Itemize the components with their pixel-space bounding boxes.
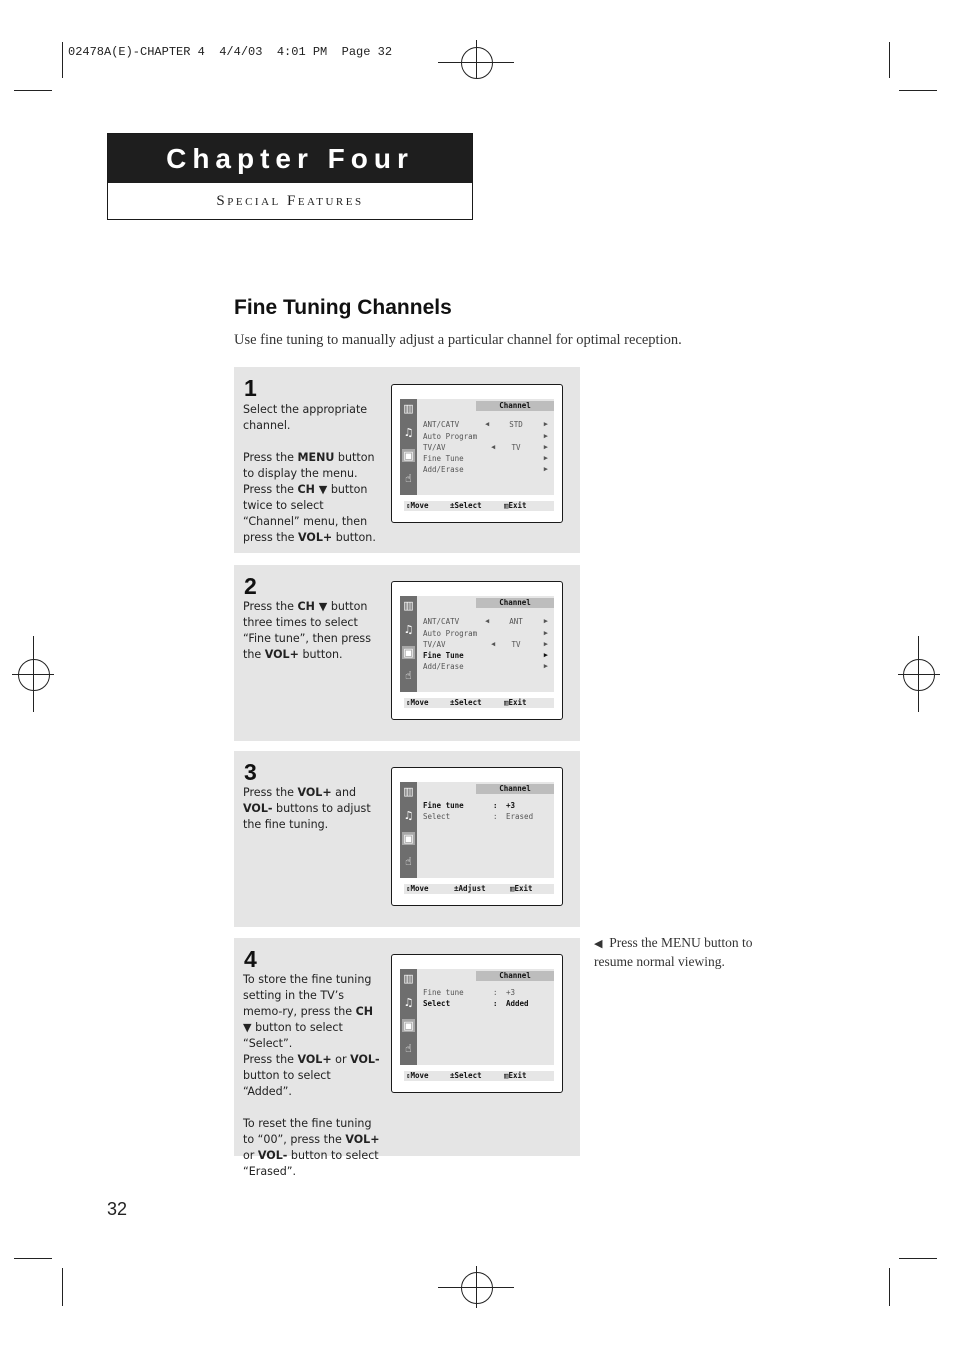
menu-footer — [404, 884, 554, 894]
tv-menu-screen — [391, 384, 563, 523]
chapter-title: Chapter Four — [108, 134, 472, 183]
setup-icon: ☝ — [405, 669, 412, 682]
step-number: 2 — [244, 573, 257, 599]
menu-header: Channel — [476, 598, 554, 608]
menu-row-selected: Fine tune : +3 — [423, 801, 516, 810]
step-1 — [234, 367, 580, 553]
menu-row: ANT/CATV ◀ STD ▶ — [423, 420, 548, 429]
menu-row: Auto Program ▶ — [423, 432, 548, 441]
picture-icon: ▥ — [403, 599, 414, 612]
setup-icon: ☝ — [405, 1042, 412, 1055]
step-instructions: Press the CH ▼ button three times to select “Fine tune”, then press the VOL+ button. — [243, 600, 371, 661]
step-2 — [234, 565, 580, 741]
menu-panel — [417, 399, 554, 495]
chapter-subtitle: Special Features — [216, 193, 364, 209]
menu-header: Channel — [476, 784, 554, 794]
registration-mark — [461, 47, 493, 79]
menu-row: Auto Program ▶ — [423, 629, 548, 638]
intro-text: Use fine tuning to manually adjust a particular channel for optimal reception. — [234, 332, 682, 348]
menu-icon-bar — [400, 399, 417, 495]
chapter-header — [107, 133, 473, 220]
crop-mark — [889, 42, 890, 78]
channel-icon: ▣ — [403, 646, 414, 659]
sound-icon: ♫ — [403, 996, 414, 1009]
tv-menu-screen — [391, 767, 563, 906]
menu-row: TV/AV ◀ TV ▶ — [423, 443, 548, 452]
menu-panel — [417, 782, 554, 878]
registration-mark — [461, 1272, 493, 1304]
select-hint: ± Select — [450, 1071, 482, 1080]
menu-row: Select : Erased — [423, 812, 534, 821]
exit-hint: ▥ Exit — [504, 501, 527, 510]
crop-mark — [899, 90, 937, 91]
exit-hint: ▥ Exit — [504, 1071, 527, 1080]
step-instructions: Select the appropriate channel. Press the MENU button to display the menu. Press the CH ▼ button twice to select “Channel” menu, then press the VOL+ button. — [243, 403, 376, 544]
channel-icon: ▣ — [403, 832, 414, 845]
registration-mark — [18, 659, 50, 691]
setup-icon: ☝ — [405, 472, 412, 485]
step-number: 4 — [244, 946, 257, 972]
picture-icon: ▥ — [403, 972, 414, 985]
tv-menu-screen — [391, 954, 563, 1093]
step-number: 1 — [244, 375, 257, 401]
menu-footer — [404, 698, 554, 708]
menu-row: Fine Tune ▶ — [423, 454, 548, 463]
menu-panel — [417, 596, 554, 692]
menu-row: Add/Erase ▶ — [423, 465, 548, 474]
step-instructions: To store the fine tuning setting in the TV’s memo-ry, press the CH ▼ button to select “Select”. Press the VOL+ or VOL- button to select “Added”. To reset the fine tuning to “00”, press the VOL+ or VOL- button to select “Erased”. — [243, 973, 380, 1178]
step-number: 3 — [244, 759, 257, 785]
select-hint: ± Select — [450, 698, 482, 707]
select-hint: ± Select — [450, 501, 482, 510]
print-slug: 02478A(E)-CHAPTER 4 4/4/03 4:01 PM Page 32 — [68, 45, 393, 59]
crop-mark — [889, 1268, 890, 1306]
side-note: ◀ Press the MENU button to resume normal viewing. — [594, 935, 753, 969]
exit-hint: ▥ Exit — [510, 884, 533, 893]
tv-menu-screen — [391, 581, 563, 720]
exit-hint: ▥ Exit — [504, 698, 527, 707]
move-hint: ⇕ Move — [406, 1071, 429, 1080]
crop-mark — [14, 90, 52, 91]
crop-mark — [62, 42, 63, 78]
move-hint: ⇕ Move — [406, 501, 429, 510]
menu-row: TV/AV ◀ TV ▶ — [423, 640, 548, 649]
menu-header: Channel — [476, 401, 554, 411]
picture-icon: ▥ — [403, 402, 414, 415]
adjust-hint: ± Adjust — [454, 884, 486, 893]
channel-icon: ▣ — [403, 449, 414, 462]
menu-row: Fine tune : +3 — [423, 988, 516, 997]
menu-footer — [404, 501, 554, 511]
step-4 — [234, 938, 580, 1178]
menu-panel — [417, 969, 554, 1065]
menu-row-selected: Select : Added — [423, 999, 529, 1008]
sound-icon: ♫ — [403, 623, 414, 636]
crop-mark — [14, 1258, 52, 1259]
menu-icon-bar — [400, 596, 417, 692]
menu-header: Channel — [476, 971, 554, 981]
crop-mark — [899, 1258, 937, 1259]
page-number: 32 — [107, 1199, 128, 1219]
move-hint: ⇕ Move — [406, 884, 429, 893]
menu-row: Add/Erase ▶ — [423, 662, 548, 671]
menu-footer — [404, 1071, 554, 1081]
move-hint: ⇕ Move — [406, 698, 429, 707]
sound-icon: ♫ — [403, 426, 414, 439]
setup-icon: ☝ — [405, 855, 412, 868]
sound-icon: ♫ — [403, 809, 414, 822]
crop-mark — [62, 1268, 63, 1306]
menu-row-selected: Fine Tune ▶ — [423, 651, 548, 660]
menu-icon-bar — [400, 969, 417, 1065]
arrow-left-icon: ◀ — [594, 938, 603, 950]
page-title: Fine Tuning Channels — [234, 296, 452, 319]
step-3 — [234, 751, 580, 927]
registration-mark — [903, 659, 935, 691]
menu-row: ANT/CATV ◀ ANT ▶ — [423, 617, 548, 626]
picture-icon: ▥ — [403, 785, 414, 798]
channel-icon: ▣ — [403, 1019, 414, 1032]
menu-icon-bar — [400, 782, 417, 878]
step-instructions: Press the VOL+ and VOL- buttons to adjust the fine tuning. — [243, 786, 371, 831]
